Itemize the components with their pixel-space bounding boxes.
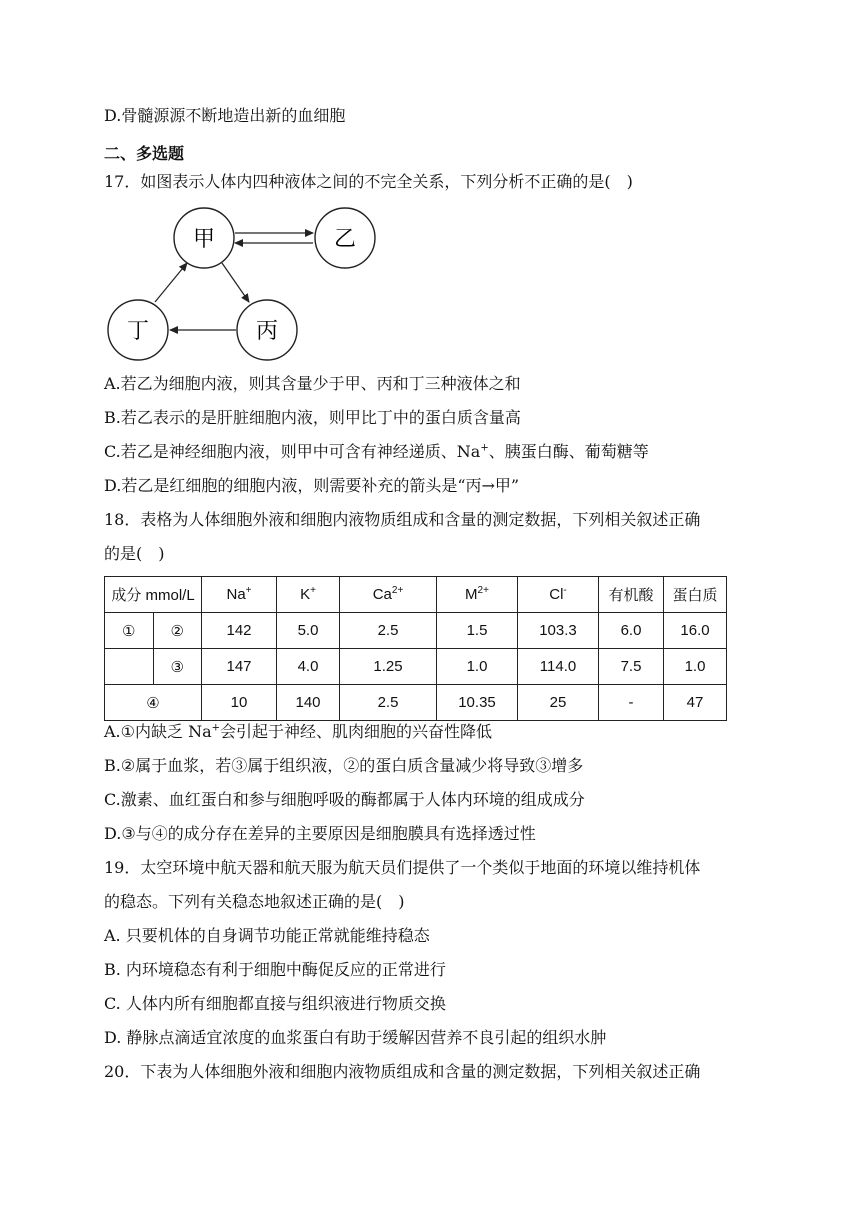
header-organic-acid: 有机酸 <box>599 577 664 613</box>
q19-stem-line1: 19．太空环境中航天器和航天服为航天员们提供了一个类似于地面的环境以维持机体 <box>104 858 701 877</box>
row-label: ④ <box>105 685 202 721</box>
header-ca <box>340 577 437 613</box>
q18-stem-line1: 18．表格为人体细胞外液和细胞内液物质组成和含量的测定数据，下列相关叙述正确 <box>104 510 701 529</box>
row-sublabel: ② <box>153 613 202 649</box>
q19-option-c: C. 人体内所有细胞都直接与组织液进行物质交换 <box>104 994 446 1013</box>
q19-option-d: D. 静脉点滴适宜浓度的血浆蛋白有助于缓解因营养不良引起的组织水肿 <box>104 1028 607 1047</box>
node-bing-label: 丙 <box>255 319 279 344</box>
q17-stem: 17．如图表示人体内四种液体之间的不完全关系，下列分析不正确的是( ) <box>104 172 633 191</box>
table-cell: - <box>599 685 664 721</box>
row-label: ① <box>105 613 154 649</box>
table-cell: 6.0 <box>599 613 664 649</box>
table-header-row <box>105 577 727 613</box>
q19-option-a: A. 只要机体的自身调节功能正常就能维持稳态 <box>104 926 430 945</box>
table-cell: 2.5 <box>340 613 437 649</box>
table-cell: 147 <box>202 649 277 685</box>
table-cell: 47 <box>664 685 727 721</box>
header-ca-text: Ca <box>372 586 392 603</box>
node-jia-label: 甲 <box>192 227 216 252</box>
table-row <box>105 613 727 649</box>
node-yi <box>315 208 375 268</box>
q18-option-d: D.③与④的成分存在差异的主要原因是细胞膜具有选择透过性 <box>104 824 536 843</box>
header-k-text: K <box>300 586 311 603</box>
table-cell: 1.0 <box>437 649 518 685</box>
node-jia <box>174 208 234 268</box>
composition-table <box>104 576 727 721</box>
header-cl <box>518 577 599 613</box>
header-na-text: Na <box>226 586 246 603</box>
fluid-relationship-diagram <box>100 196 390 368</box>
header-protein: 蛋白质 <box>664 577 727 613</box>
row-sublabel: ③ <box>153 649 202 685</box>
q17-option-c-text-end: 、胰蛋白酶、葡萄糖等 <box>488 442 649 461</box>
arrow-jia-to-bing <box>222 263 249 302</box>
table-cell: 4.0 <box>277 649 340 685</box>
q16-option-d: D.骨髓源源不断地造出新的血细胞 <box>104 106 346 125</box>
table-cell: 1.5 <box>437 613 518 649</box>
table-cell: 1.0 <box>664 649 727 685</box>
table-cell: 10 <box>202 685 277 721</box>
superscript: + <box>310 585 316 596</box>
header-cl-text: Cl <box>549 586 564 603</box>
header-m-text: M <box>465 586 478 603</box>
table-cell: 103.3 <box>518 613 599 649</box>
header-na <box>202 577 277 613</box>
q18-stem-line2: 的是( ) <box>104 544 165 563</box>
row-label <box>105 649 154 685</box>
q18-option-a <box>104 722 492 742</box>
table-cell: 142 <box>202 613 277 649</box>
table-cell: 114.0 <box>518 649 599 685</box>
arrow-ding-to-jia <box>155 263 187 302</box>
q18-option-b: B.②属于血浆，若③属于组织液，②的蛋白质含量减少将导致③增多 <box>104 756 584 775</box>
node-bing <box>237 300 297 360</box>
table-cell: 25 <box>518 685 599 721</box>
table-cell: 10.35 <box>437 685 518 721</box>
table-cell: 2.5 <box>340 685 437 721</box>
q17-option-c-text: C.若乙是神经细胞内液，则甲中可含有神经递质、Na <box>104 442 481 461</box>
q18-option-a-text-end: 会引起于神经、肌肉细胞的兴奋性降低 <box>220 722 493 741</box>
header-k <box>277 577 340 613</box>
superscript: - <box>563 585 567 596</box>
table-cell: 1.25 <box>340 649 437 685</box>
q19-option-b: B. 内环境稳态有利于细胞中酶促反应的正常进行 <box>104 960 446 979</box>
table-cell: 5.0 <box>277 613 340 649</box>
table-cell: 7.5 <box>599 649 664 685</box>
section-title-multiple-choice: 二、多选题 <box>104 144 185 163</box>
q18-option-c: C.激素、血红蛋白和参与细胞呼吸的酶都属于人体内环境的组成成分 <box>104 790 585 809</box>
header-component: 成分 mmol/L <box>105 577 202 613</box>
table-cell: 16.0 <box>664 613 727 649</box>
node-ding <box>108 300 168 360</box>
q20-stem-line1: 20．下表为人体细胞外液和细胞内液物质组成和含量的测定数据，下列相关叙述正确 <box>104 1062 701 1081</box>
q17-option-c <box>104 442 649 462</box>
table-row <box>105 649 727 685</box>
q19-stem-line2: 的稳态。下列有关稳态地叙述正确的是( ) <box>104 892 405 911</box>
q17-option-b: B.若乙表示的是肝脏细胞内液，则甲比丁中的蛋白质含量高 <box>104 408 521 427</box>
superscript: + <box>211 722 221 734</box>
node-yi-label: 乙 <box>333 227 357 252</box>
table-row <box>105 685 727 721</box>
superscript: + <box>480 442 489 454</box>
q17-option-d: D.若乙是红细胞的细胞内液，则需要补充的箭头是“丙→甲” <box>104 476 520 495</box>
superscript: + <box>245 585 252 596</box>
node-ding-label: 丁 <box>126 319 150 344</box>
table-cell: 140 <box>277 685 340 721</box>
superscript: 2+ <box>391 585 404 596</box>
superscript: 2+ <box>477 585 489 596</box>
q18-option-a-text: A.①内缺乏 Na <box>104 722 212 741</box>
q17-option-a: A.若乙为细胞内液，则其含量少于甲、丙和丁三种液体之和 <box>104 374 521 393</box>
header-m <box>437 577 518 613</box>
